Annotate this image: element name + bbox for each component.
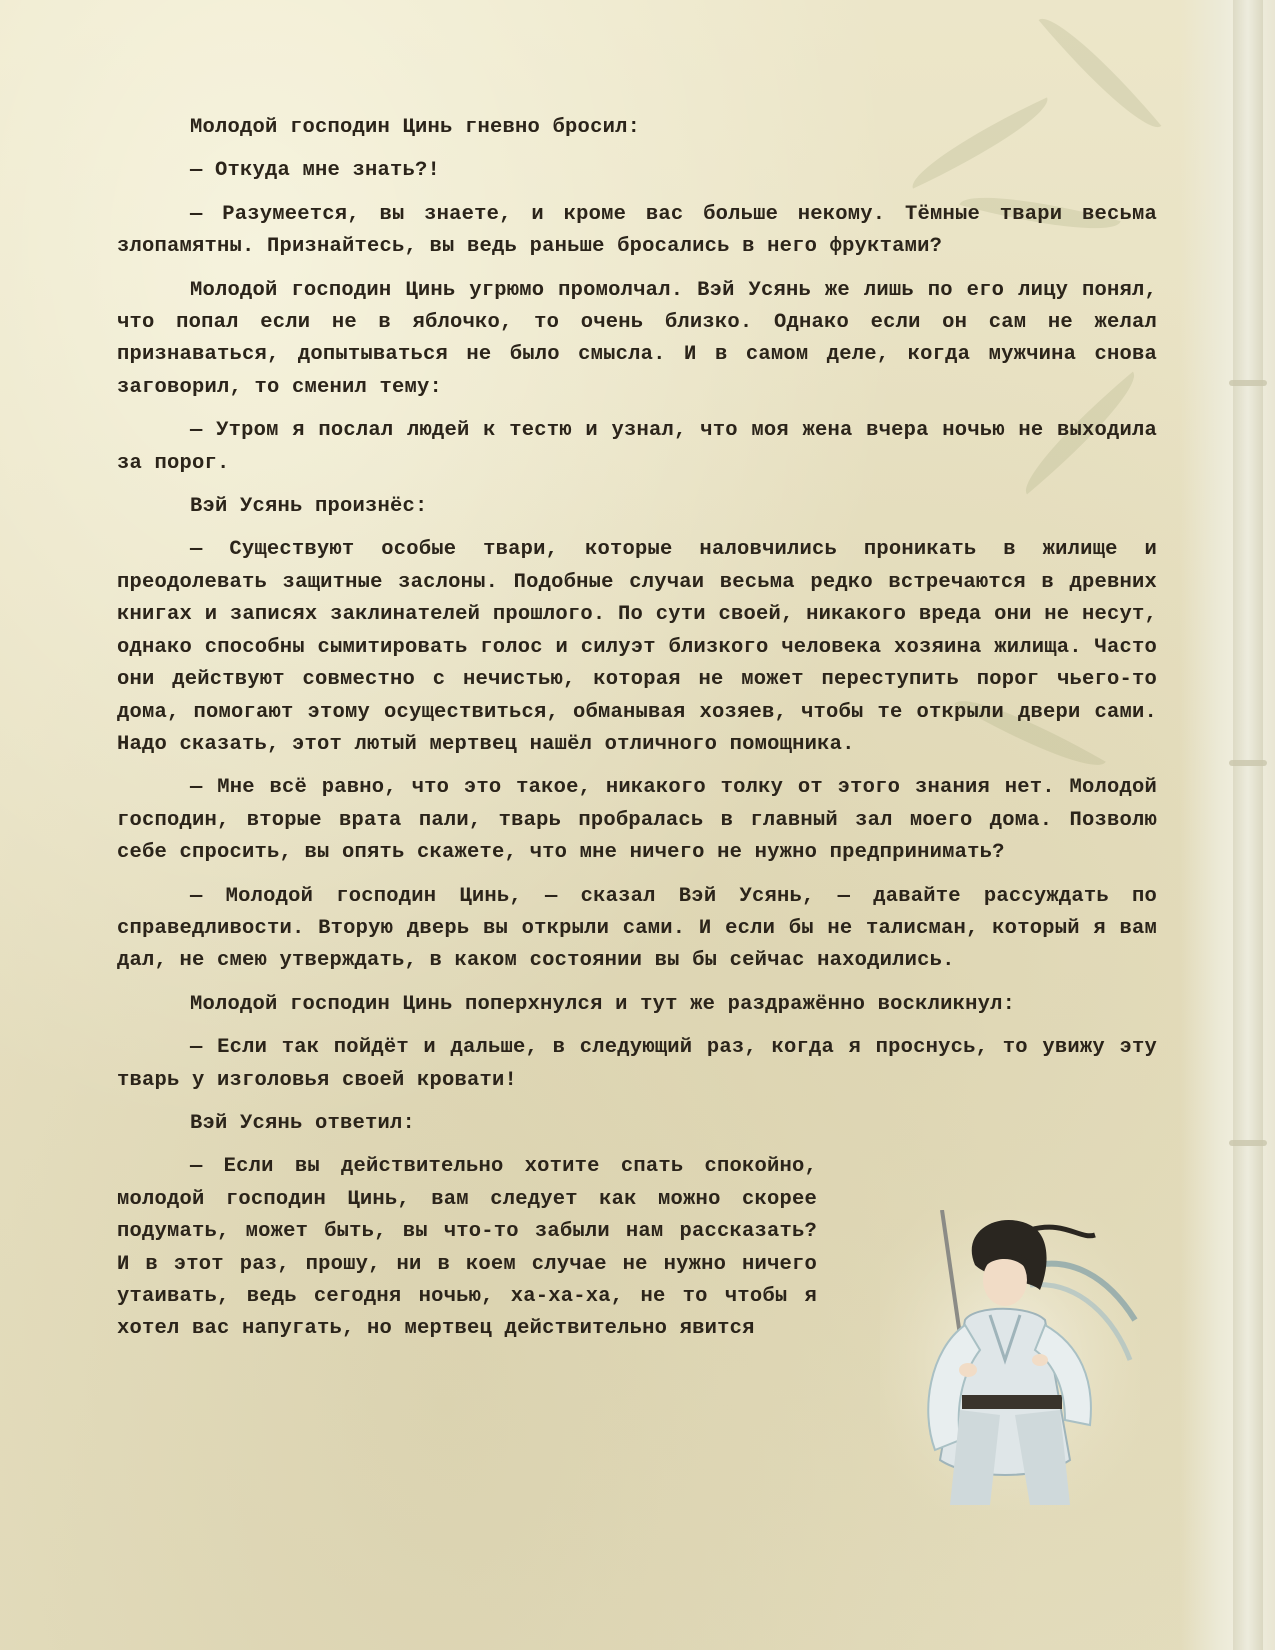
paragraph: Молодой господин Цинь угрюмо промолчал. Вэй Усянь же лишь по его лицу понял, что попал если не в яблочко, то очень близко. Однако если он сам не желал признаваться, допытываться не было смысла. И в самом деле, когда мужчина снова заговорил, то сменил тему:	[117, 278, 1157, 399]
bamboo-node	[1229, 1140, 1267, 1146]
hand	[959, 1363, 977, 1377]
paragraph: — Разумеется, вы знаете, и кроме вас больше некому. Тёмные твари весьма злопамятны. Признайтесь, вы ведь раньше бросались в него фруктами?	[117, 202, 1157, 259]
swordsman-illustration	[880, 1210, 1140, 1510]
paragraph: — Существуют особые твари, которые наловчились проникать в жилище и преодолевать защитные заслоны. Подобные случаи весьма редко встречаются в древних книгах и записях заклинателей прошлого. По сути своей, никакого вреда они не несут, однако способны сымитировать голос и силуэт близкого человека хозяина жилища. Часто они действуют совместно с нечистью, которая не может переступить порог чьего-то дома, помогают этому осуществиться, обманывая хозяев, чтобы те открыли двери сами. Надо сказать, этот лютый мертвец нашёл отличного помощника.	[117, 538, 1157, 756]
bamboo-stem	[1233, 0, 1263, 1650]
paragraph: — Откуда мне знать?!	[190, 159, 441, 183]
bamboo-node	[1229, 380, 1267, 386]
paragraph: Вэй Усянь произнёс:	[190, 495, 428, 519]
paragraph: — Утром я послал людей к тестю и узнал, что моя жена вчера ночью не выходила за порог.	[117, 419, 1157, 475]
hand	[1032, 1354, 1048, 1366]
paragraph: — Мне всё равно, что это такое, никакого толку от этого знания нет. Молодой господин, вторые врата пали, тварь пробралась в главный зал моего дома. Позволю себе спросить, вы опять скажете, что мне ничего не нужно предпринимать?	[117, 776, 1157, 865]
bamboo-node	[1229, 760, 1267, 766]
paragraph: Молодой господин Цинь гневно бросил:	[190, 116, 641, 139]
paragraph: Вэй Усянь ответил:	[190, 1111, 416, 1135]
paragraph: Молодой господин Цинь поперхнулся и тут же раздражённо воскликнул:	[190, 992, 1016, 1016]
text-column	[117, 112, 1157, 1357]
paragraph: — Если вы действительно хотите спать спокойно, молодой господин Цинь, вам следует как можно скорее подумать, может быть, вы что-то забыли нам рассказать? И в этот раз, прошу, ни в коем случае не нужно ничего утаивать, ведь сегодня ночью, ха-ха-ха, не то чтобы я хотел вас напугать, но мертвец действительно явится	[117, 1155, 817, 1341]
paragraph: — Молодой господин Цинь, — сказал Вэй Усянь, — давайте рассуждать по справедливости. Вторую дверь вы открыли сами. И если бы не талисман, который я вам дал, не смею утверждать, в каком состоянии вы бы сейчас находились.	[117, 884, 1157, 973]
belt	[962, 1395, 1062, 1409]
paragraph: — Если так пойдёт и дальше, в следующий раз, когда я проснусь, то увижу эту тварь у изголовья своей кровати!	[117, 1036, 1157, 1092]
